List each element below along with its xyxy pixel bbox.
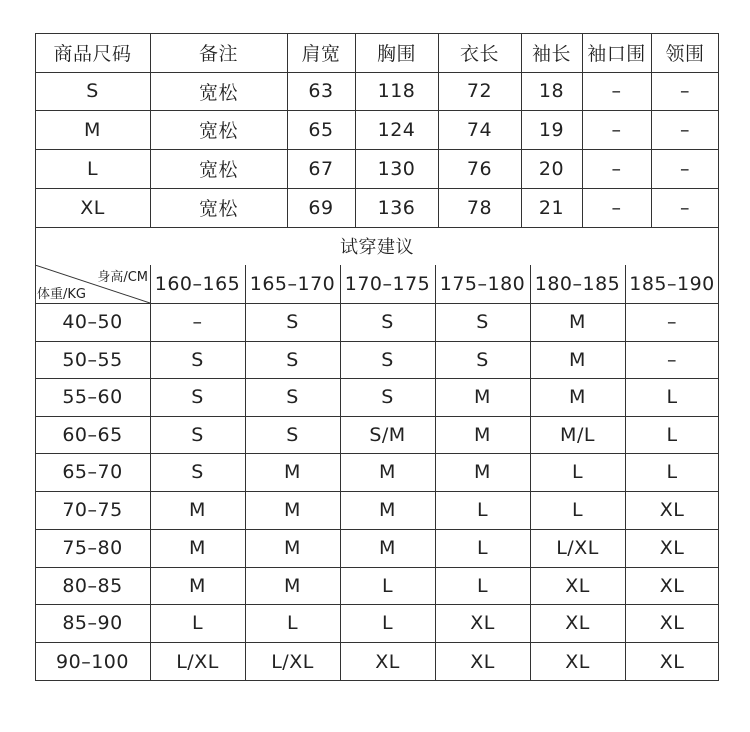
weight-range-cell: 75–80 [62,537,123,559]
weight-range-cell: 70–75 [62,499,123,521]
fit-size-cell: S [286,348,299,371]
fit-size-cell: L [381,612,394,634]
fit-size-cell: L/XL [271,650,314,673]
size-cell: 21 [538,196,565,219]
fit-size-cell: S [191,348,204,371]
size-cell: 宽松 [198,120,238,142]
size-cell: 78 [466,196,493,219]
fit-size-cell: – [667,311,677,333]
size-cell: 124 [377,118,416,141]
fit-size-cell: M/L [560,423,595,446]
fit-size-cell: M [569,311,586,333]
fit-size-cell: XL [565,612,590,634]
fit-size-cell: S [476,311,489,333]
fit-size-cell: M [284,574,301,597]
fit-size-cell: M [189,574,206,597]
fit-size-cell: S [191,386,204,408]
size-cell: 74 [466,118,493,141]
fit-size-cell: L [191,612,204,634]
fit-size-cell: L [476,499,489,521]
weight-axis-label: 体重/KG [37,287,86,302]
fit-size-cell: XL [659,612,685,634]
fit-size-cell: S [286,386,299,408]
fit-size-cell: S [191,423,204,446]
fit-size-cell: M [284,499,301,521]
corner-header [37,266,148,302]
height-range-header: 165–170 [249,273,336,295]
fit-size-cell: XL [659,574,685,597]
size-cell: 76 [466,157,493,180]
size-header-cell: 领围 [665,43,705,65]
size-header-cell: 肩宽 [301,43,341,65]
weight-range-cell: 40–50 [62,311,123,333]
fit-guide-title: 试穿建议 [340,237,414,258]
fit-size-cell: S [286,423,299,446]
fit-size-cell: XL [565,650,590,673]
size-cell: – [680,80,690,102]
size-cell: 宽松 [198,198,238,220]
fit-size-cell: M [474,386,491,408]
fit-size-cell: S [286,311,299,333]
height-axis-label: 身高/CM [97,270,148,285]
fit-size-cell: M [379,461,396,483]
fit-size-cell: S [476,348,489,371]
size-cell: 65 [308,118,334,141]
fit-size-cell: M [474,461,491,483]
fit-size-cell: M [474,423,491,446]
size-header-cell: 衣长 [459,43,499,65]
size-cell: 118 [377,80,416,102]
size-cell: 136 [377,196,416,219]
size-cell: 19 [538,118,565,141]
weight-range-cell: 80–85 [62,574,123,597]
height-range-header: 170–175 [344,273,431,295]
size-cell: – [680,118,690,141]
fit-size-cell: XL [565,574,590,597]
size-cell: 18 [538,80,565,102]
size-cell: 20 [538,157,565,180]
fit-size-cell: M [284,461,301,483]
size-header-cell: 胸围 [376,43,416,65]
size-header-cell: 袖口围 [587,43,646,65]
fit-size-cell: M [569,386,586,408]
fit-size-cell: – [192,311,203,333]
fit-size-cell: L [476,537,489,559]
fit-size-cell: – [667,348,677,371]
fit-size-cell: M [189,537,206,559]
size-cell: S [86,80,99,102]
fit-size-cell: M [379,499,396,521]
size-cell: – [611,80,622,102]
fit-size-cell: L [666,461,678,483]
height-range-header: 185–190 [629,273,715,295]
size-cell: – [611,118,622,141]
height-range-header: 180–185 [534,273,621,295]
size-cell: – [680,196,690,219]
fit-size-cell: L/XL [176,650,219,673]
weight-range-cell: 90–100 [56,650,129,673]
fit-size-cell: L [476,574,489,597]
fit-size-cell: S [191,461,204,483]
fit-size-cell: L [666,386,678,408]
fit-size-cell: S [381,348,394,371]
weight-range-cell: 55–60 [62,386,123,408]
fit-size-cell: L [571,499,584,521]
fit-size-cell: S [381,311,394,333]
fit-size-cell: XL [659,537,685,559]
size-header-cell: 商品尺码 [53,43,132,65]
fit-size-cell: M [379,537,396,559]
weight-range-cell: 85–90 [62,612,123,634]
fit-size-cell: L/XL [556,537,599,559]
fit-size-cell: M [569,348,586,371]
fit-size-cell: L [381,574,394,597]
size-cell: 130 [377,157,416,180]
size-header-cell: 备注 [198,43,238,65]
size-cell: XL [80,196,105,219]
size-cell: 63 [308,80,334,102]
weight-range-cell: 60–65 [62,423,123,446]
fit-size-cell: S [381,386,394,408]
size-cell: 67 [308,157,334,180]
fit-size-cell: XL [659,650,685,673]
fit-size-cell: M [284,537,301,559]
size-cell: M [84,118,101,141]
size-cell: 72 [466,80,493,102]
fit-size-cell: XL [470,612,495,634]
size-cell: – [611,157,622,180]
size-cell: 宽松 [198,159,238,181]
fit-size-cell: L [666,423,678,446]
size-cell: 69 [308,196,334,219]
size-cell: 宽松 [198,81,238,104]
size-header-cell: 袖长 [531,43,571,65]
fit-size-cell: S/M [369,423,406,446]
height-range-header: 160–165 [154,273,241,295]
fit-size-cell: L [571,461,584,483]
fit-size-cell: XL [659,499,685,521]
weight-range-cell: 50–55 [62,348,123,371]
fit-size-cell: XL [470,650,495,673]
size-cell: L [86,157,99,180]
size-cell: – [680,157,690,180]
fit-size-cell: XL [375,650,400,673]
fit-size-cell: M [189,499,206,521]
fit-size-cell: L [286,612,299,634]
height-range-header: 175–180 [439,273,526,295]
size-cell: – [611,196,622,219]
weight-range-cell: 65–70 [62,461,123,483]
